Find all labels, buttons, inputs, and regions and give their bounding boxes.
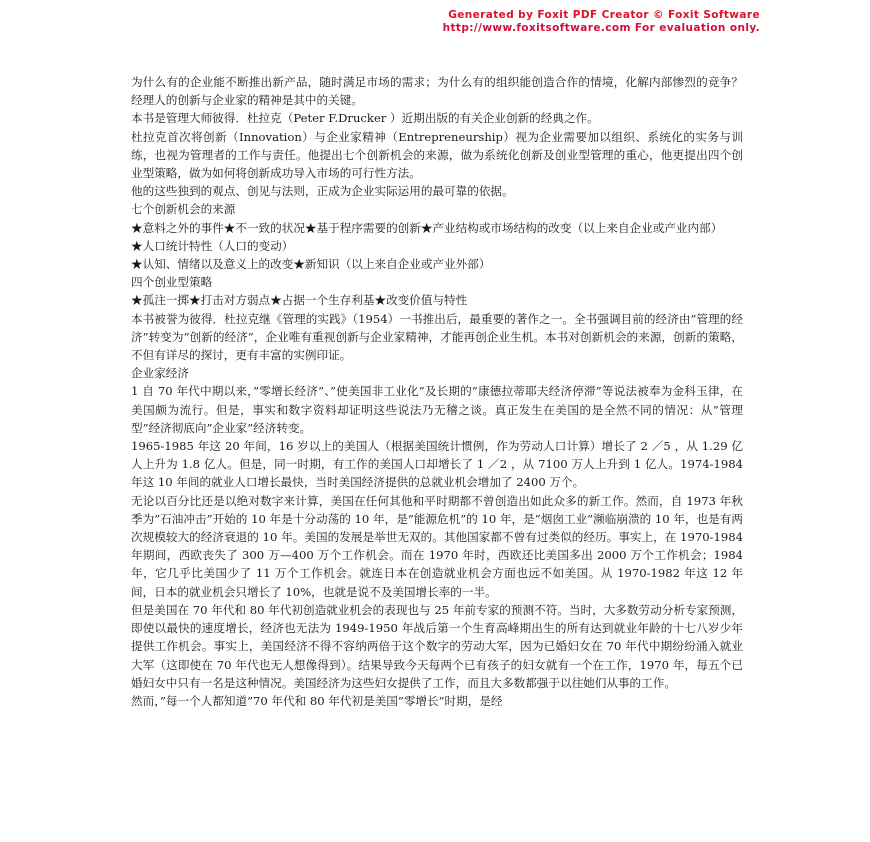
watermark-line-1: Generated by Foxit PDF Creator © Foxit Software [448,9,760,21]
paragraph: 1965-1985 年这 20 年间，16 岁以上的美国人（根据美国统计惯例，作为劳动人口计算）增长了 2 ／5 ，从 1.29 亿人上升为 1.8 亿人。但是，同一时期，有工作的美国人口却增长了 1 ／2 ，从 7100 万人上升到 1 亿人。1974-1984 年这 10 年间的就业人口增长最快，当时美国经济提供的总就业机会增加了 2400 万个。 [131,439,743,490]
paragraph: 杜拉克首次将创新（Innovation）与企业家精神（Entrepreneurship）视为企业需要加以组织、系统化的实务与训练，也视为管理者的工作与责任。他提出七个创新机会的来源，做为系统化创新及创业型管理的重心，他更提出四个创业型策略，做为如何将创新成功导入市场的可行性方法。 [131,129,743,181]
paragraph: 本书是管理大师彼得．杜拉克（Peter F.Drucker ）近期出版的有关企业创新的经典之作。 [131,111,599,126]
paragraph: 为什么有的企业能不断推出新产品，随时满足市场的需求；为什么有的组织能创造合作的情境，化解内部惨烈的竞争？经理人的创新与企业家的精神是其中的关键。 [131,75,743,108]
document-body [131,73,743,710]
paragraph: 无论以百分比还是以绝对数字来计算，美国在任何其他和平时期都不曾创造出如此众多的新工作。然而，自 1973 年秋季为”石油冲击”开始的 10 年是十分动荡的 10 年，是”能源危机”的 10 年，是”烟囱工业”濒临崩溃的 10 年，也是有两次规模较大的经济衰退的 10 年。美国的发展是举世无双的。其他国家都不曾有过类似的经历。事实上，在 1970-1984 年期间，西欧丧失了 300 万—400 万个工作机会。而在 1970 年时，西欧还比美国多出 2000 万个工作机会；1984 年，它几乎比美国少了 11 万个工作机会。就连日本在创造就业机会方面也远不如美国。从 1970-1982 年这 12 年间，日本的就业机会只增长了 10%，也就是说不及美国增长率的一半。 [131,493,743,599]
watermark [443,9,760,35]
paragraph: 1 自 70 年代中期以来，”零增长经济”、”使美国非工业化”及长期的”康德拉蒂耶夫经济停滞”等说法被奉为金科玉律，在美国颇为流行。但是，事实和数字资料却证明这些说法乃无稽之谈。真正发生在美国的是全然不同的情况：从”管理型”经济彻底向”企业家”经济转变。 [131,384,743,435]
bullet-line: ★意料之外的事件★不一致的状况★基于程序需要的创新★产业结构或市场结构的改变（以上来自企业或产业内部） [131,220,723,235]
paragraph: 然而，”每一个人都知道”70 年代和 80 年代初是美国”零增长”时期，是经 [131,693,503,708]
section-heading: 七个创新机会的来源 [131,202,236,217]
paragraph: 本书被誉为彼得．杜拉克继《管理的实践》（1954）一书推出后，最重要的著作之一。全书强调目前的经济由”管理的经济”转变为”创新的经济”，企业唯有重视创新与企业家精神，才能再创企业生机。本书对创新机会的来源，创新的策略，不但有详尽的探讨，更有丰富的实例印证。 [131,311,743,363]
bullet-line: ★孤注一掷★打击对方弱点★占据一个生存利基★改变价值与特性 [131,293,468,308]
bullet-line: ★人口统计特性（人口的变动） [131,238,294,253]
section-heading: 四个创业型策略 [131,275,213,290]
paragraph: 他的这些独到的观点、创见与法则，正成为企业实际运用的最可靠的依据。 [131,184,514,199]
paragraph: 但是美国在 70 年代和 80 年代初创造就业机会的表现也与 25 年前专家的预测不符。当时，大多数劳动分析专家预测，即使以最快的速度增长，经济也无法为 1949-1950 年战后第一个生育高峰期出生的所有达到就业年龄的十七八岁少年提供工作机会。事实上，美国经济不得不容纳两倍于这个数字的劳动大军，因为已婚妇女在 70 年代中期纷纷涌入就业大军（这即使在 70 年代也无人想像得到）。结果导致今天每两个已有孩子的妇女就有一个在工作，1970 年，每五个已婚妇女中只有一名是这种情况。美国经济为这些妇女提供了工作，而且大多数都强于以往她们从事的工作。 [131,602,743,690]
section-heading: 企业家经济 [131,366,189,381]
watermark-line-2: http://www.foxitsoftware.com For evaluation only. [442,22,760,34]
bullet-line: ★认知、情绪以及意义上的改变★新知识（以上来自企业或产业外部） [131,257,491,272]
